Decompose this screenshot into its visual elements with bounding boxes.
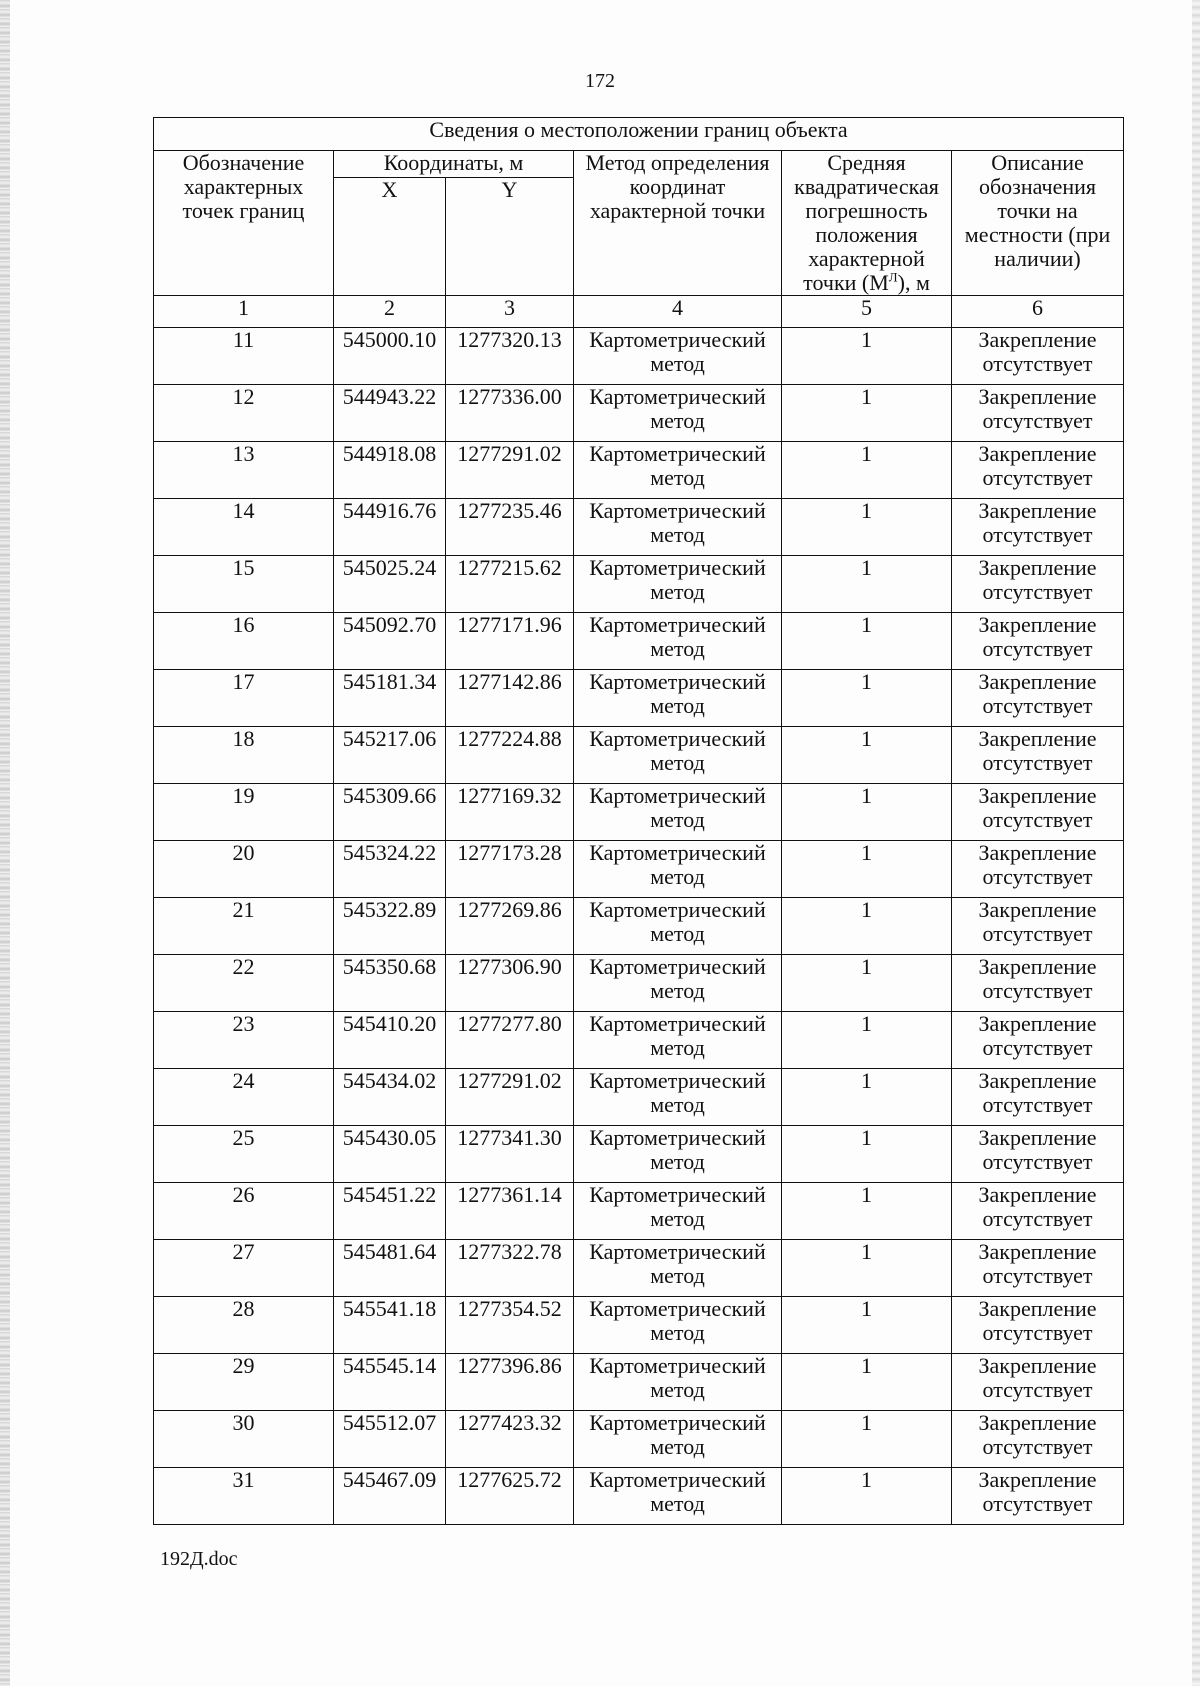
cell-y: 1277224.88 bbox=[446, 727, 574, 784]
header-mean-error-sup: Л bbox=[888, 269, 898, 285]
cell-description: Закрепление отсутствует bbox=[952, 613, 1124, 670]
table-row bbox=[154, 1183, 1124, 1240]
footer-filename: 192Д.doc bbox=[160, 1548, 238, 1570]
cell-method: Картометрический метод bbox=[574, 1297, 782, 1354]
cell-x: 544918.08 bbox=[334, 442, 446, 499]
header-description: Описание обозначения точки на местности (при наличии) bbox=[952, 151, 1124, 296]
column-number: 6 bbox=[952, 296, 1124, 328]
table-row bbox=[154, 1012, 1124, 1069]
table-row bbox=[154, 1126, 1124, 1183]
cell-y: 1277173.28 bbox=[446, 841, 574, 898]
cell-x: 544943.22 bbox=[334, 385, 446, 442]
cell-x: 545000.10 bbox=[334, 328, 446, 385]
cell-error: 1 bbox=[782, 898, 952, 955]
cell-description: Закрепление отсутствует bbox=[952, 328, 1124, 385]
cell-error: 1 bbox=[782, 328, 952, 385]
scan-edge-left bbox=[0, 0, 10, 1686]
table-row bbox=[154, 1354, 1124, 1411]
header-coordinates-group: Координаты, м bbox=[334, 151, 574, 178]
cell-y: 1277341.30 bbox=[446, 1126, 574, 1183]
column-number: 2 bbox=[334, 296, 446, 328]
cell-y: 1277171.96 bbox=[446, 613, 574, 670]
cell-description: Закрепление отсутствует bbox=[952, 499, 1124, 556]
cell-point: 24 bbox=[154, 1069, 334, 1126]
table-row bbox=[154, 1297, 1124, 1354]
cell-point: 15 bbox=[154, 556, 334, 613]
cell-y: 1277269.86 bbox=[446, 898, 574, 955]
cell-point: 14 bbox=[154, 499, 334, 556]
cell-x: 545410.20 bbox=[334, 1012, 446, 1069]
cell-y: 1277625.72 bbox=[446, 1468, 574, 1525]
cell-description: Закрепление отсутствует bbox=[952, 1126, 1124, 1183]
cell-y: 1277354.52 bbox=[446, 1297, 574, 1354]
header-method: Метод определения координат характерной точки bbox=[574, 151, 782, 296]
cell-y: 1277277.80 bbox=[446, 1012, 574, 1069]
cell-method: Картометрический метод bbox=[574, 1069, 782, 1126]
cell-x: 545324.22 bbox=[334, 841, 446, 898]
cell-error: 1 bbox=[782, 784, 952, 841]
cell-point: 23 bbox=[154, 1012, 334, 1069]
cell-y: 1277142.86 bbox=[446, 670, 574, 727]
cell-error: 1 bbox=[782, 955, 952, 1012]
cell-y: 1277336.00 bbox=[446, 385, 574, 442]
cell-y: 1277322.78 bbox=[446, 1240, 574, 1297]
cell-description: Закрепление отсутствует bbox=[952, 1069, 1124, 1126]
table-row bbox=[154, 442, 1124, 499]
cell-error: 1 bbox=[782, 841, 952, 898]
table-row bbox=[154, 841, 1124, 898]
table-row bbox=[154, 556, 1124, 613]
column-number: 4 bbox=[574, 296, 782, 328]
cell-point: 18 bbox=[154, 727, 334, 784]
cell-error: 1 bbox=[782, 1012, 952, 1069]
page-number: 172 bbox=[585, 70, 615, 92]
cell-description: Закрепление отсутствует bbox=[952, 442, 1124, 499]
cell-x: 545481.64 bbox=[334, 1240, 446, 1297]
cell-error: 1 bbox=[782, 1240, 952, 1297]
cell-description: Закрепление отсутствует bbox=[952, 1411, 1124, 1468]
cell-method: Картометрический метод bbox=[574, 1411, 782, 1468]
cell-point: 27 bbox=[154, 1240, 334, 1297]
cell-x: 544916.76 bbox=[334, 499, 446, 556]
cell-description: Закрепление отсутствует bbox=[952, 1183, 1124, 1240]
table-row bbox=[154, 1468, 1124, 1525]
cell-method: Картометрический метод bbox=[574, 1468, 782, 1525]
table-row bbox=[154, 727, 1124, 784]
cell-description: Закрепление отсутствует bbox=[952, 1012, 1124, 1069]
cell-y: 1277291.02 bbox=[446, 442, 574, 499]
cell-y: 1277235.46 bbox=[446, 499, 574, 556]
cell-point: 21 bbox=[154, 898, 334, 955]
cell-description: Закрепление отсутствует bbox=[952, 898, 1124, 955]
cell-point: 13 bbox=[154, 442, 334, 499]
table-row bbox=[154, 499, 1124, 556]
table-row bbox=[154, 385, 1124, 442]
column-number: 3 bbox=[446, 296, 574, 328]
cell-method: Картометрический метод bbox=[574, 1126, 782, 1183]
cell-method: Картометрический метод bbox=[574, 1183, 782, 1240]
cell-description: Закрепление отсутствует bbox=[952, 784, 1124, 841]
cell-x: 545181.34 bbox=[334, 670, 446, 727]
cell-point: 26 bbox=[154, 1183, 334, 1240]
cell-point: 12 bbox=[154, 385, 334, 442]
table-row bbox=[154, 784, 1124, 841]
cell-method: Картометрический метод bbox=[574, 1012, 782, 1069]
cell-description: Закрепление отсутствует bbox=[952, 556, 1124, 613]
cell-point: 16 bbox=[154, 613, 334, 670]
cell-error: 1 bbox=[782, 1183, 952, 1240]
column-number: 1 bbox=[154, 296, 334, 328]
cell-x: 545541.18 bbox=[334, 1297, 446, 1354]
cell-x: 545309.66 bbox=[334, 784, 446, 841]
cell-method: Картометрический метод bbox=[574, 955, 782, 1012]
cell-x: 545451.22 bbox=[334, 1183, 446, 1240]
cell-description: Закрепление отсутствует bbox=[952, 727, 1124, 784]
cell-error: 1 bbox=[782, 1297, 952, 1354]
cell-description: Закрепление отсутствует bbox=[952, 670, 1124, 727]
header-mean-error bbox=[782, 151, 952, 296]
cell-y: 1277396.86 bbox=[446, 1354, 574, 1411]
cell-y: 1277306.90 bbox=[446, 955, 574, 1012]
cell-y: 1277423.32 bbox=[446, 1411, 574, 1468]
cell-y: 1277320.13 bbox=[446, 328, 574, 385]
cell-x: 545025.24 bbox=[334, 556, 446, 613]
cell-point: 22 bbox=[154, 955, 334, 1012]
cell-x: 545434.02 bbox=[334, 1069, 446, 1126]
cell-description: Закрепление отсутствует bbox=[952, 1297, 1124, 1354]
cell-error: 1 bbox=[782, 1411, 952, 1468]
cell-x: 545430.05 bbox=[334, 1126, 446, 1183]
cell-method: Картометрический метод bbox=[574, 1240, 782, 1297]
cell-x: 545467.09 bbox=[334, 1468, 446, 1525]
cell-point: 29 bbox=[154, 1354, 334, 1411]
cell-point: 11 bbox=[154, 328, 334, 385]
cell-point: 25 bbox=[154, 1126, 334, 1183]
cell-description: Закрепление отсутствует bbox=[952, 1240, 1124, 1297]
cell-error: 1 bbox=[782, 670, 952, 727]
table-row bbox=[154, 613, 1124, 670]
cell-error: 1 bbox=[782, 1468, 952, 1525]
cell-description: Закрепление отсутствует bbox=[952, 955, 1124, 1012]
cell-method: Картометрический метод bbox=[574, 784, 782, 841]
cell-method: Картометрический метод bbox=[574, 898, 782, 955]
boundary-coordinates-table bbox=[153, 117, 1124, 1525]
cell-description: Закрепление отсутствует bbox=[952, 385, 1124, 442]
cell-method: Картометрический метод bbox=[574, 556, 782, 613]
cell-point: 31 bbox=[154, 1468, 334, 1525]
cell-error: 1 bbox=[782, 727, 952, 784]
table-row bbox=[154, 1240, 1124, 1297]
table-row bbox=[154, 1411, 1124, 1468]
cell-method: Картометрический метод bbox=[574, 613, 782, 670]
cell-point: 20 bbox=[154, 841, 334, 898]
cell-y: 1277215.62 bbox=[446, 556, 574, 613]
table-row bbox=[154, 1069, 1124, 1126]
cell-method: Картометрический метод bbox=[574, 841, 782, 898]
table-title: Сведения о местоположении границ объекта bbox=[154, 118, 1124, 151]
cell-x: 545092.70 bbox=[334, 613, 446, 670]
cell-method: Картометрический метод bbox=[574, 385, 782, 442]
cell-x: 545217.06 bbox=[334, 727, 446, 784]
cell-y: 1277169.32 bbox=[446, 784, 574, 841]
cell-x: 545512.07 bbox=[334, 1411, 446, 1468]
table-row bbox=[154, 670, 1124, 727]
table-row bbox=[154, 898, 1124, 955]
header-mean-error-main: Средняя квадратическая погрешность положения характерной точки (М bbox=[794, 150, 939, 295]
cell-x: 545350.68 bbox=[334, 955, 446, 1012]
cell-x: 545545.14 bbox=[334, 1354, 446, 1411]
table-row bbox=[154, 955, 1124, 1012]
cell-y: 1277361.14 bbox=[446, 1183, 574, 1240]
scan-edge-right bbox=[1192, 0, 1200, 1686]
cell-error: 1 bbox=[782, 1126, 952, 1183]
cell-description: Закрепление отсутствует bbox=[952, 841, 1124, 898]
cell-description: Закрепление отсутствует bbox=[952, 1468, 1124, 1525]
cell-point: 19 bbox=[154, 784, 334, 841]
column-number: 5 bbox=[782, 296, 952, 328]
column-number-row bbox=[154, 296, 1124, 328]
cell-error: 1 bbox=[782, 499, 952, 556]
cell-method: Картометрический метод bbox=[574, 499, 782, 556]
cell-method: Картометрический метод bbox=[574, 670, 782, 727]
cell-error: 1 bbox=[782, 1354, 952, 1411]
table-row bbox=[154, 328, 1124, 385]
cell-error: 1 bbox=[782, 385, 952, 442]
header-x: X bbox=[334, 178, 446, 296]
cell-description: Закрепление отсутствует bbox=[952, 1354, 1124, 1411]
cell-point: 30 bbox=[154, 1411, 334, 1468]
cell-method: Картометрический метод bbox=[574, 1354, 782, 1411]
cell-method: Картометрический метод bbox=[574, 727, 782, 784]
header-point-designation: Обозначение характерных точек границ bbox=[154, 151, 334, 296]
header-mean-error-tail: ), м bbox=[897, 270, 930, 295]
cell-point: 28 bbox=[154, 1297, 334, 1354]
cell-point: 17 bbox=[154, 670, 334, 727]
cell-error: 1 bbox=[782, 1069, 952, 1126]
header-y: Y bbox=[446, 178, 574, 296]
cell-error: 1 bbox=[782, 442, 952, 499]
cell-y: 1277291.02 bbox=[446, 1069, 574, 1126]
cell-method: Картометрический метод bbox=[574, 442, 782, 499]
cell-x: 545322.89 bbox=[334, 898, 446, 955]
cell-error: 1 bbox=[782, 556, 952, 613]
cell-method: Картометрический метод bbox=[574, 328, 782, 385]
cell-error: 1 bbox=[782, 613, 952, 670]
